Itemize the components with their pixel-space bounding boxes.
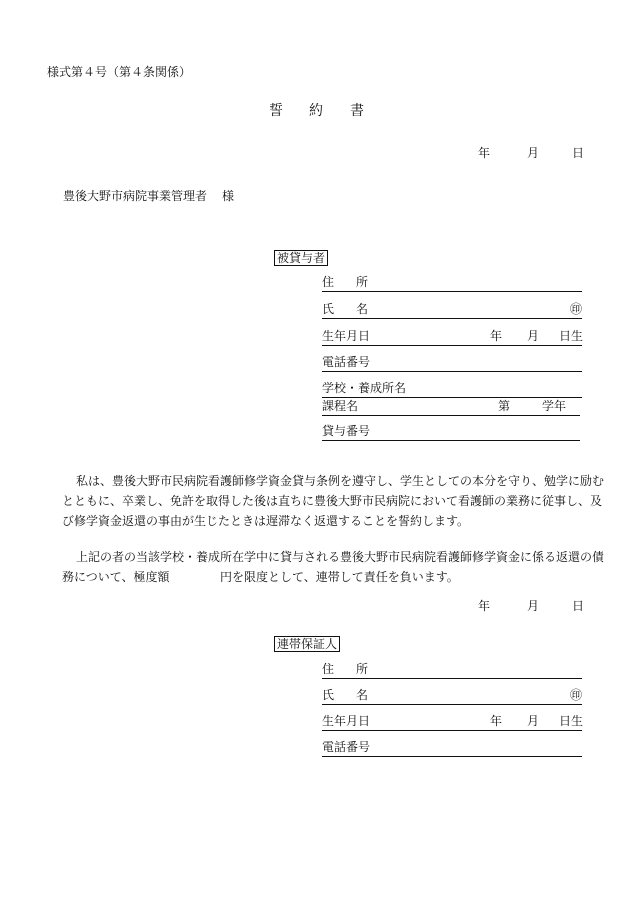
borrower-school-label: 学校・養成所名	[322, 381, 407, 395]
date2-month-label: 月	[527, 599, 540, 613]
guarantor-name-label-1: 氏	[322, 688, 335, 702]
borrower-seal-mark: ㊞	[569, 302, 582, 316]
guarantee-line-1: 上記の者の当該学校・養成所在学中に貸与される豊後大野市民病院看護師修学資金に係る返還の債	[76, 550, 605, 564]
guarantor-address-field[interactable]	[322, 662, 582, 679]
guarantor-phone-label: 電話番号	[322, 740, 371, 754]
title-char-1: 誓	[269, 103, 283, 119]
date2-day-label: 日	[572, 599, 585, 613]
borrower-birth-day: 日生	[559, 329, 584, 343]
date-month-label: 月	[527, 146, 540, 160]
guarantor-birthdate-field[interactable]	[322, 714, 582, 731]
pledge-line-1: 私は、豊後大野市民病院看護師修学資金貸与条例を遵守し、学生としての本分を守り、勉学に励む	[76, 474, 605, 488]
title-char-2: 約	[309, 103, 323, 119]
addressee-honorific: 様	[222, 189, 235, 203]
date-year-label: 年	[478, 146, 491, 160]
guarantee-tail: 円を限度として、連帯して責任を負います。	[220, 570, 459, 584]
addressee: 豊後大野市病院事業管理者	[63, 189, 208, 203]
borrower-course-field[interactable]	[322, 399, 580, 416]
borrower-grade-prefix: 第	[498, 399, 511, 413]
title-char-3: 書	[350, 103, 364, 119]
borrower-course-label: 課程名	[322, 399, 359, 413]
borrower-address-label-1: 住	[322, 275, 335, 289]
guarantee-line-2: 務について、極度額	[62, 570, 170, 584]
guarantor-name-field[interactable]	[322, 688, 582, 705]
borrower-school-field[interactable]	[322, 381, 582, 398]
borrower-birth-label: 生年月日	[322, 329, 371, 343]
borrower-name-field[interactable]	[322, 302, 582, 319]
borrower-name-label-2: 名	[356, 302, 369, 316]
guarantor-birth-day: 日生	[559, 714, 584, 728]
guarantor-birth-month: 月	[527, 714, 540, 728]
borrower-birth-month: 月	[527, 329, 540, 343]
guarantor-address-label-1: 住	[322, 662, 335, 676]
borrower-heading: 被貸与者	[274, 250, 328, 266]
borrower-loan-number-field[interactable]	[322, 424, 580, 441]
pledge-line-3: び修学資金返還の事由が生じたときは遅滞なく返還することを誓約します。	[62, 514, 470, 528]
pledge-line-2: とともに、卒業し、免許を取得した後は直ちに豊後大野市民病院において看護師の業務に従事し、及	[62, 494, 603, 508]
borrower-name-label-1: 氏	[322, 302, 335, 316]
borrower-address-label-2: 所	[356, 275, 369, 289]
date2-year-label: 年	[478, 599, 491, 613]
guarantor-heading: 連帯保証人	[274, 636, 340, 652]
borrower-loan-number-label: 貸与番号	[322, 424, 371, 438]
borrower-phone-field[interactable]	[322, 355, 582, 372]
borrower-address-field[interactable]	[322, 275, 582, 292]
guarantor-seal-mark: ㊞	[569, 688, 582, 702]
guarantor-name-label-2: 名	[356, 688, 369, 702]
borrower-birth-year: 年	[490, 329, 503, 343]
borrower-grade-suffix: 学年	[542, 399, 567, 413]
form-number: 様式第４号（第４条関係）	[47, 65, 192, 79]
guarantor-address-label-2: 所	[356, 662, 369, 676]
guarantor-birth-label: 生年月日	[322, 714, 371, 728]
borrower-birthdate-field[interactable]	[322, 329, 582, 346]
guarantor-birth-year: 年	[490, 714, 503, 728]
date-day-label: 日	[572, 146, 585, 160]
borrower-phone-label: 電話番号	[322, 355, 371, 369]
guarantor-phone-field[interactable]	[322, 740, 582, 757]
